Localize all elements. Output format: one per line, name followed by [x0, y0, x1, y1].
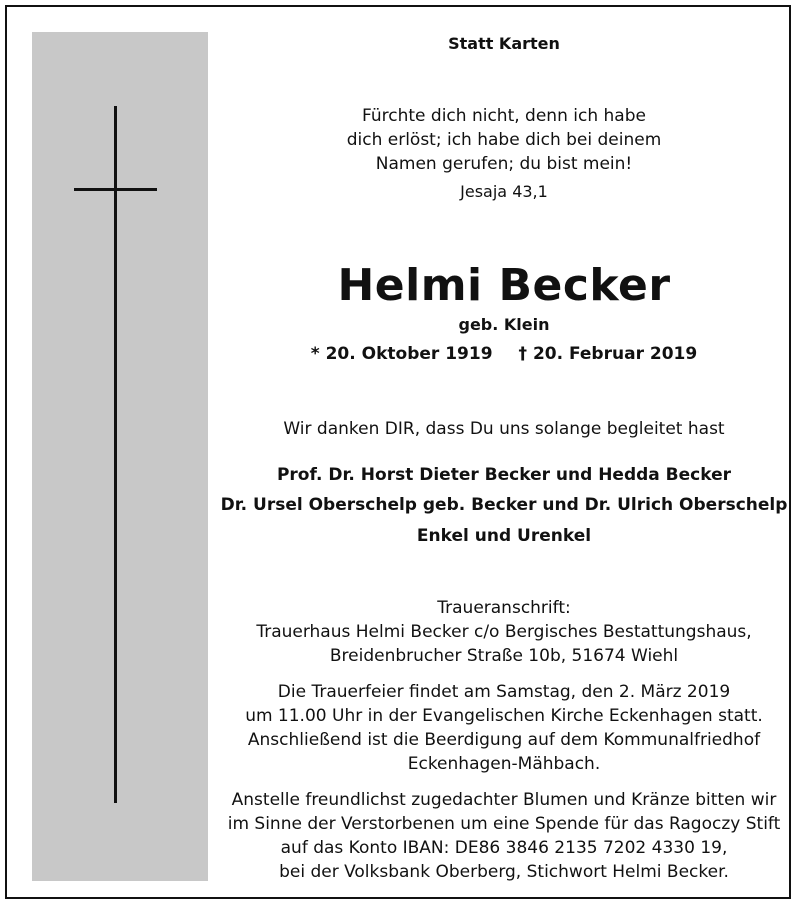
donation-line: im Sinne der Verstorbenen um eine Spende für das Ragoczy Stift	[227, 814, 781, 834]
verse-line: Namen gerufen; du bist mein!	[375, 154, 633, 174]
mourner-line: Prof. Dr. Horst Dieter Becker und Hedda Becker	[276, 465, 732, 485]
verse-line: Fürchte dich nicht, denn ich habe	[362, 106, 646, 126]
ceremony-line: Eckenhagen-Mähbach.	[407, 754, 601, 774]
mourner-line: Dr. Ursel Oberschelp geb. Becker und Dr. Ulrich Oberschelp	[220, 495, 788, 515]
donation-line: auf das Konto IBAN: DE86 3846 2135 7202 4330 19,	[280, 838, 728, 858]
notice-content	[208, 0, 800, 908]
side-panel	[32, 32, 208, 881]
life-dates	[208, 342, 800, 366]
header-text: Statt Karten	[448, 34, 560, 53]
donation-line: bei der Volksbank Oberberg, Stichwort Helmi Becker.	[279, 862, 729, 882]
address-line: Breidenbrucher Straße 10b, 51674 Wiehl	[329, 646, 679, 666]
mourner-line: Enkel und Urenkel	[416, 526, 592, 546]
cross-icon-horizontal	[74, 188, 157, 191]
address-line: Trauerhaus Helmi Becker c/o Bergisches Bestattungshaus,	[256, 622, 752, 642]
address-line: Traueranschrift:	[437, 598, 571, 618]
thanks-text: Wir danken DIR, dass Du uns solange begleitet hast	[283, 419, 725, 439]
ceremony-line: Anschließend ist die Beerdigung auf dem Kommunalfriedhof	[247, 730, 761, 750]
donation-line: Anstelle freundlichst zugedachter Blumen und Kränze bitten wir	[231, 790, 777, 810]
verse-line: dich erlöst; ich habe dich bei deinem	[346, 130, 662, 150]
verse-reference: Jesaja 43,1	[460, 182, 548, 201]
maiden-name: geb. Klein	[458, 315, 550, 334]
cross-icon-vertical	[114, 106, 117, 803]
death-date: † 20. Februar 2019	[518, 344, 698, 364]
ceremony-line: um 11.00 Uhr in der Evangelischen Kirche Eckenhagen statt.	[245, 706, 763, 726]
ceremony-line: Die Trauerfeier findet am Samstag, den 2. März 2019	[277, 682, 731, 702]
deceased-name: Helmi Becker	[337, 260, 671, 311]
birth-date: * 20. Oktober 1919	[310, 344, 493, 364]
